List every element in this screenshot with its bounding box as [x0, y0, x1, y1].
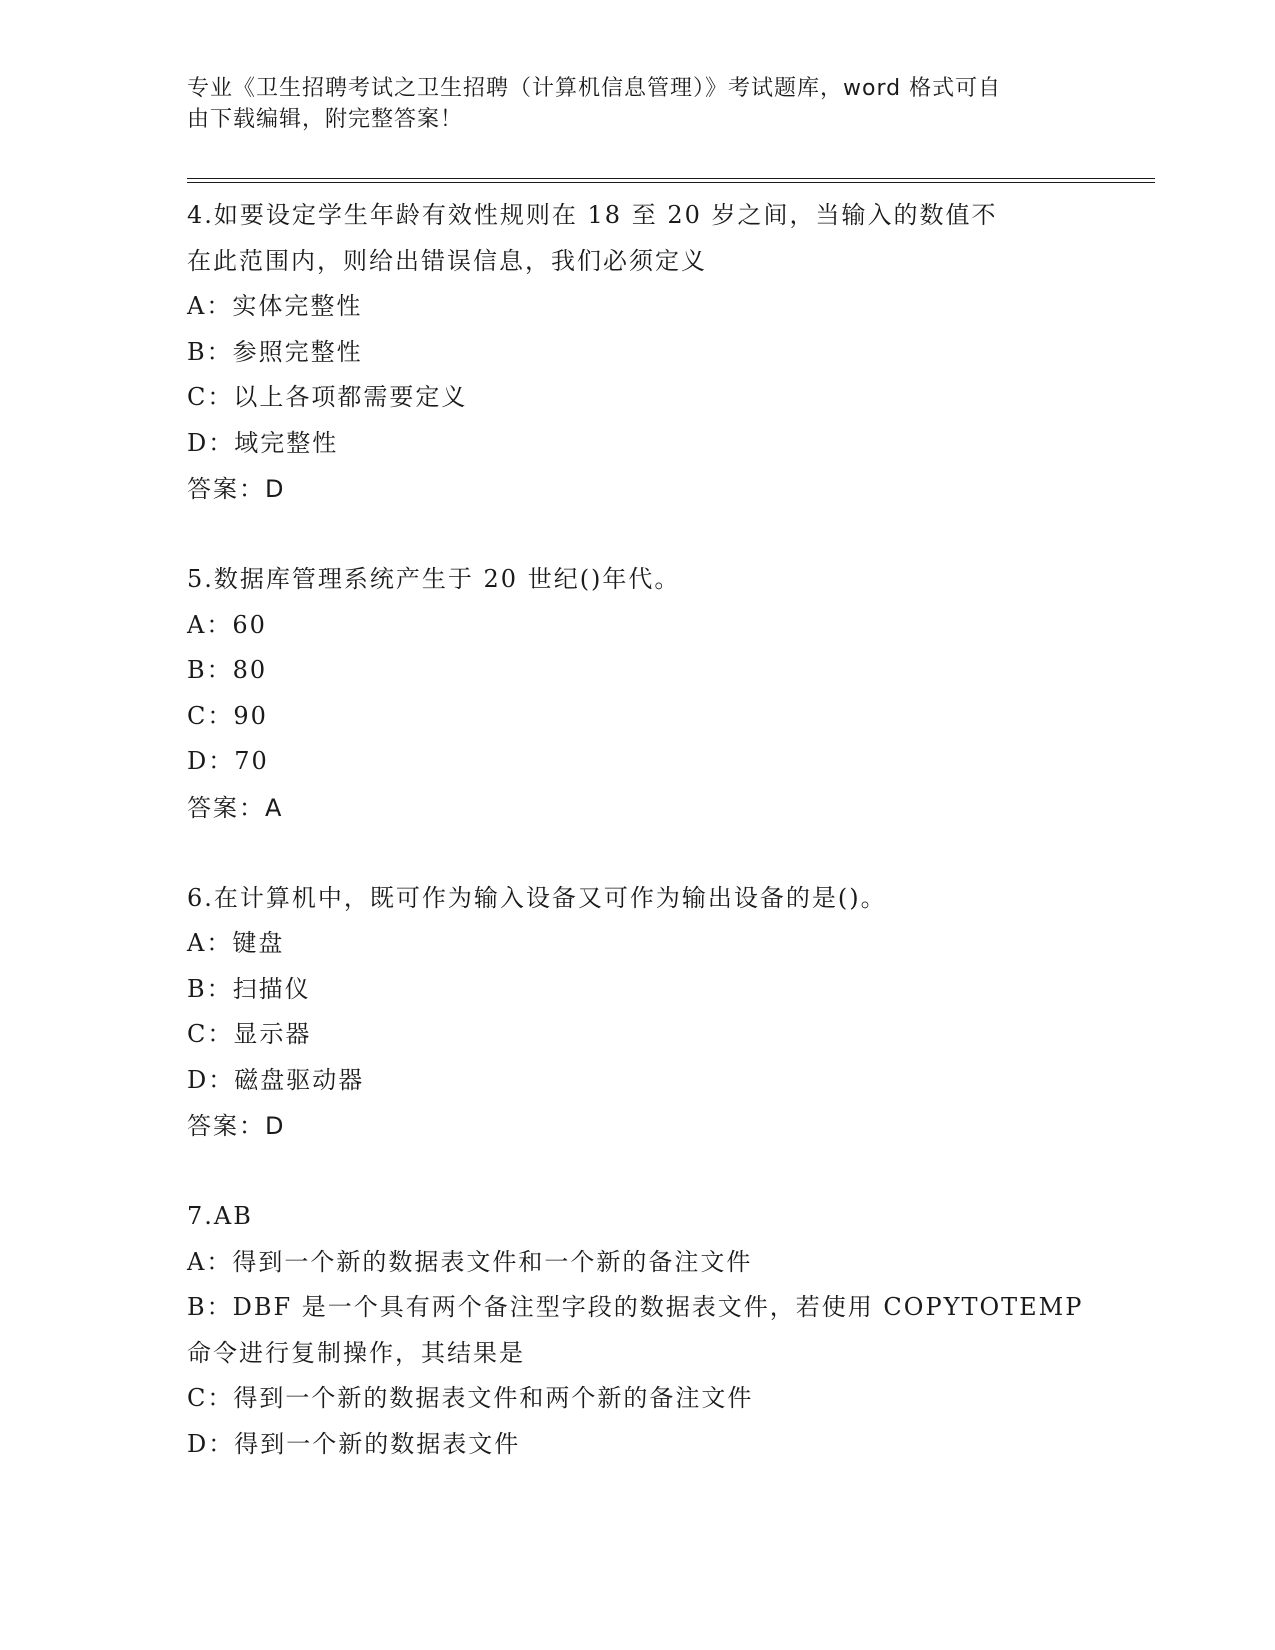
- option-d: D：得到一个新的数据表文件: [187, 1429, 521, 1458]
- option-a: A：键盘: [187, 929, 285, 957]
- document-header: [187, 73, 1067, 135]
- option-a: A：60: [187, 610, 267, 639]
- option-b-continued: 命令进行复制操作，其结果是: [187, 1338, 525, 1367]
- question-stem-line: 4.如要设定学生年龄有效性规则在 18 至 20 岁之间，当输入的数值不: [187, 201, 998, 229]
- question-block: [187, 193, 1087, 512]
- header-divider-top: [187, 178, 1155, 179]
- option-a: A：得到一个新的数据表文件和一个新的备注文件: [187, 1247, 753, 1276]
- option-b: B：80: [187, 656, 268, 684]
- answer-line: 答案：D: [187, 475, 286, 503]
- question-stem-line: 6.在计算机中，既可作为输入设备又可作为输出设备的是()。: [187, 883, 887, 912]
- question-block: [187, 1194, 1087, 1467]
- header-line-1: 专业《卫生招聘考试之卫生招聘（计算机信息管理）》考试题库，word 格式可自: [187, 76, 1002, 101]
- option-c: C：90: [187, 701, 268, 730]
- question-stem-line: 5.数据库管理系统产生于 20 世纪()年代。: [187, 565, 681, 593]
- question-stem-line: 在此范围内，则给出错误信息，我们必须定义: [187, 246, 707, 275]
- option-c: C：以上各项都需要定义: [187, 383, 468, 411]
- option-c: C：显示器: [187, 1020, 312, 1048]
- option-b: B：扫描仪: [187, 974, 311, 1003]
- answer-line: 答案：D: [187, 1112, 286, 1140]
- option-a: A：实体完整性: [187, 292, 363, 320]
- option-d: D：域完整性: [187, 428, 339, 457]
- option-d: D：70: [187, 747, 269, 775]
- option-c: C：得到一个新的数据表文件和两个新的备注文件: [187, 1384, 754, 1412]
- question-stem-line: 7.AB: [187, 1202, 253, 1230]
- question-list: [187, 193, 1087, 1467]
- option-b: B：参照完整性: [187, 337, 363, 366]
- answer-line: 答案：A: [187, 793, 284, 822]
- question-block: [187, 876, 1087, 1150]
- option-b: B：DBF 是一个具有两个备注型字段的数据表文件，若使用 COPYTOTEMP: [187, 1293, 1084, 1321]
- option-d: D：磁盘驱动器: [187, 1065, 365, 1094]
- header-line-2: 由下载编辑，附完整答案！: [187, 107, 464, 132]
- header-divider-bottom: [187, 182, 1155, 183]
- question-block: [187, 557, 1087, 831]
